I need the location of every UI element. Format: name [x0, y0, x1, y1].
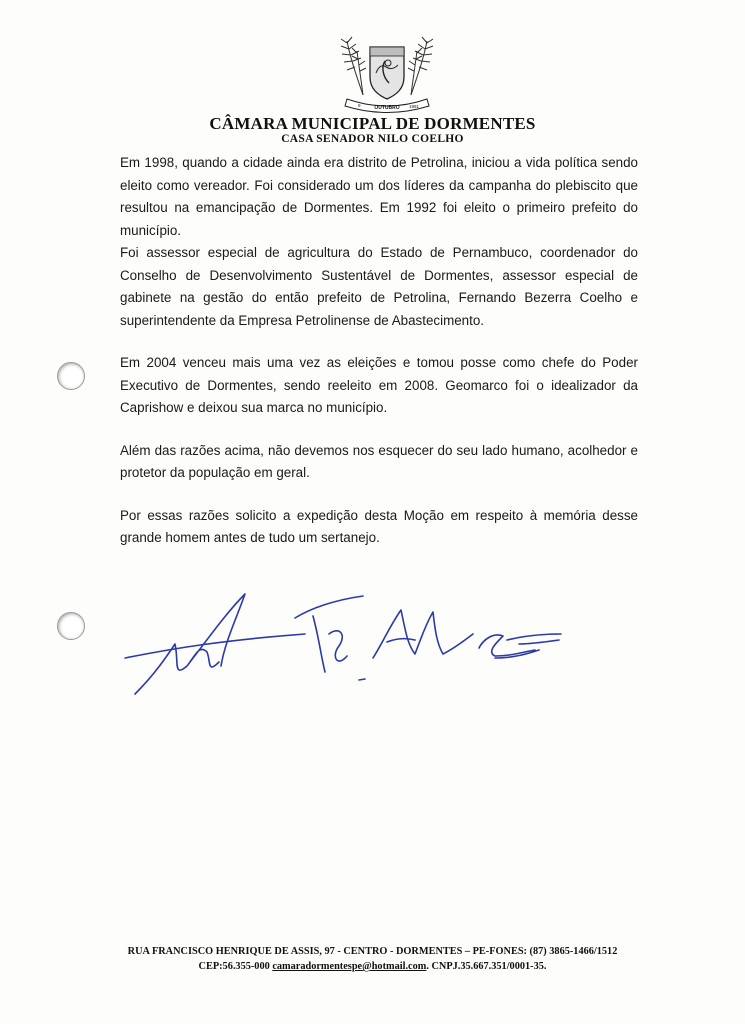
signature-4: [479, 634, 561, 658]
signature-2: [295, 596, 365, 680]
paragraph-3: Em 2004 venceu mais uma vez as eleições e tomou posse como chefe do Poder Executivo de Dormentes, sendo reeleito em 2008. Geomarco foi o idealizador da Caprishow e deixou sua marca no município.: [120, 355, 638, 415]
crest-day: 9: [358, 103, 361, 108]
footer-contact-line: [0, 959, 745, 974]
punch-hole-top: [57, 362, 85, 390]
institution-subtitle: CASA SENADOR NILO COELHO: [281, 133, 464, 145]
institution-title: CÂMARA MUNICIPAL DE DORMENTES: [209, 114, 536, 133]
document-body: [120, 152, 638, 550]
footer-cep: CEP:56.355-000: [198, 961, 273, 972]
footer-address: RUA FRANCISCO HENRIQUE DE ASSIS, 97 - CENTRO - DORMENTES – PE-FONES: (87) 3865-1466/1512: [127, 946, 618, 957]
crest-year: 1991: [409, 104, 420, 109]
paragraph-5: Por essas razões solicito a expedição desta Moção em respeito à memória desse grande homem antes de tudo um sertanejo.: [120, 507, 638, 545]
paragraph-1: Em 1998, quando a cidade ainda era distrito de Petrolina, iniciou a vida política sendo eleito como vereador. Foi considerado um dos líderes da campanha do plebiscito que resultou na emancipação de Dormentes. Em 1992 foi eleito o primeiro prefeito do município.: [120, 155, 638, 238]
paragraph-2: Foi assessor especial de agricultura do Estado de Pernambuco, coordenador do Conselho de Desenvolvimento Sustentável de Dormentes, assessor especial de gabinete na gestão do então prefeito de Petrolina, Fernando Bezerra Coelho e superintendente da Empresa Petrolinense de Abastecimento.: [120, 245, 638, 328]
punch-hole-bottom: [57, 612, 85, 640]
municipal-crest-logo: [333, 33, 441, 113]
signature-1: [125, 594, 305, 694]
signature-3: [373, 610, 473, 658]
footer-email-link[interactable]: camaradormentespe@hotmail.com: [272, 961, 427, 972]
footer: [0, 944, 745, 974]
paragraph-4: Além das razões acima, não devemos nos esquecer do seu lado humano, acolhedor e protetor da população em geral.: [120, 442, 638, 480]
crest-month: OUTUBRO: [374, 105, 400, 111]
handwritten-signatures: [115, 582, 575, 712]
footer-cnpj: . CNPJ.35.667.351/0001-35.: [426, 961, 547, 972]
